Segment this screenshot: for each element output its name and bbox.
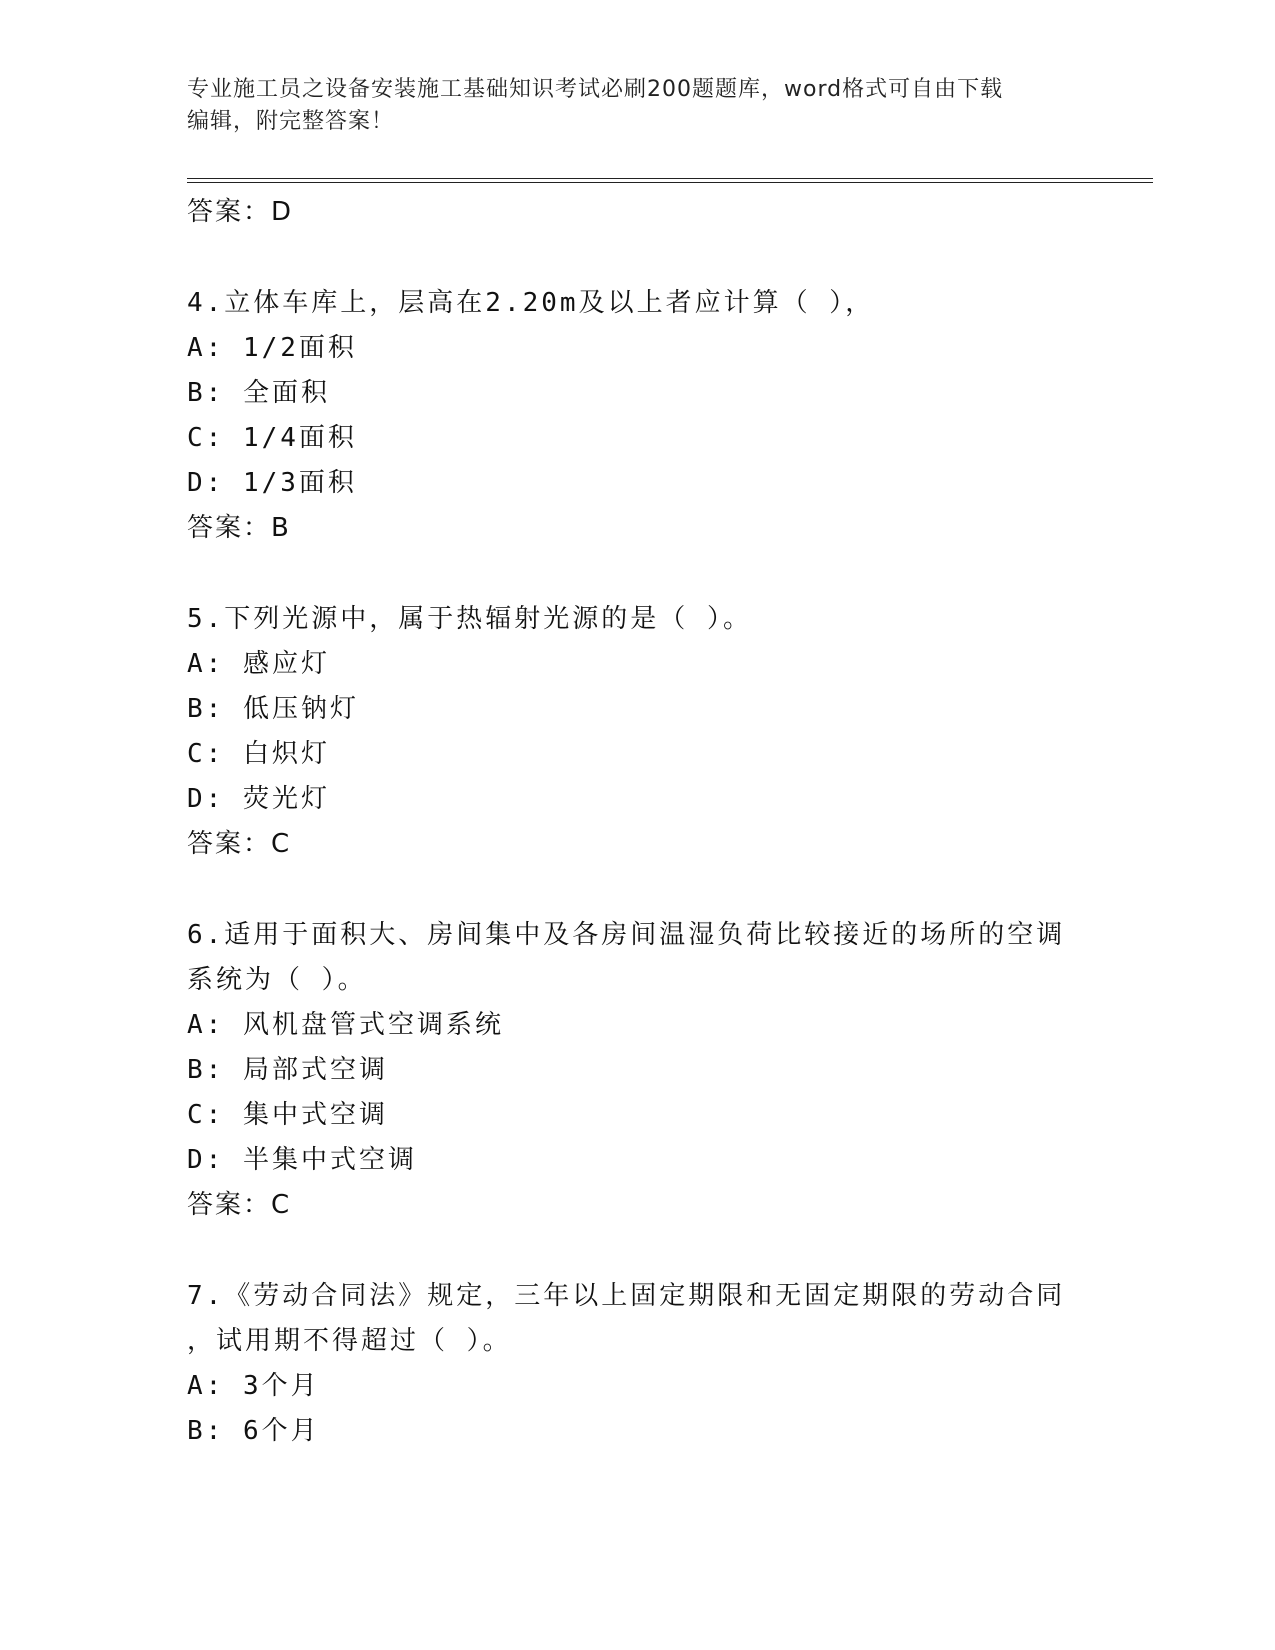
question-text-line-1: 7.《劳动合同法》规定，三年以上固定期限和无固定期限的劳动合同: [187, 1281, 1066, 1311]
header-line-1: 专业施工员之设备安装施工基础知识考试必刷200题题库，word格式可自由下载: [187, 77, 1004, 102]
option-c: C: 1/4面积: [187, 423, 357, 453]
answer-line: 答案：D: [187, 197, 294, 227]
question-text: 5.下列光源中，属于热辐射光源的是（ ）。: [187, 604, 752, 634]
question-text: 4.立体车库上，层高在2.20m及以上者应计算（ ），: [187, 288, 875, 318]
document-body: [187, 190, 1067, 1454]
question-block: [187, 281, 1067, 551]
option-d: D: 半集中式空调: [187, 1145, 417, 1175]
header-rule-bottom: [187, 182, 1153, 183]
option-d: D: 荧光灯: [187, 784, 330, 814]
document-header: [187, 74, 1067, 138]
spacer: [187, 867, 1067, 913]
option-b: B: 全面积: [187, 378, 330, 408]
option-a: A: 感应灯: [187, 649, 330, 679]
spacer: [187, 1228, 1067, 1274]
option-b: B: 局部式空调: [187, 1055, 388, 1085]
answer-line: 答案：C: [187, 829, 292, 859]
question-text-line-2: 系统为（ ）。: [187, 965, 367, 995]
question-text-line-1: 6.适用于面积大、房间集中及各房间温湿负荷比较接近的场所的空调: [187, 920, 1066, 950]
option-a: A: 风机盘管式空调系统: [187, 1010, 504, 1040]
option-b: B: 低压钠灯: [187, 694, 359, 724]
header-line-2: 编辑，附完整答案！: [187, 109, 395, 134]
question-block: [187, 1274, 1067, 1454]
question-block: [187, 913, 1067, 1228]
option-b: B: 6个月: [187, 1416, 320, 1446]
option-c: C: 集中式空调: [187, 1100, 388, 1130]
question-text-line-2: ，试用期不得超过（ ）。: [187, 1326, 512, 1356]
answer-line: 答案：B: [187, 513, 291, 543]
option-a: A: 3个月: [187, 1371, 320, 1401]
option-c: C: 白炽灯: [187, 739, 330, 769]
option-a: A: 1/2面积: [187, 333, 357, 363]
header-rule-top: [187, 178, 1153, 179]
question-block: [187, 597, 1067, 867]
spacer: [187, 551, 1067, 597]
spacer: [187, 235, 1067, 281]
answer-line: 答案：C: [187, 1190, 292, 1220]
option-d: D: 1/3面积: [187, 468, 357, 498]
